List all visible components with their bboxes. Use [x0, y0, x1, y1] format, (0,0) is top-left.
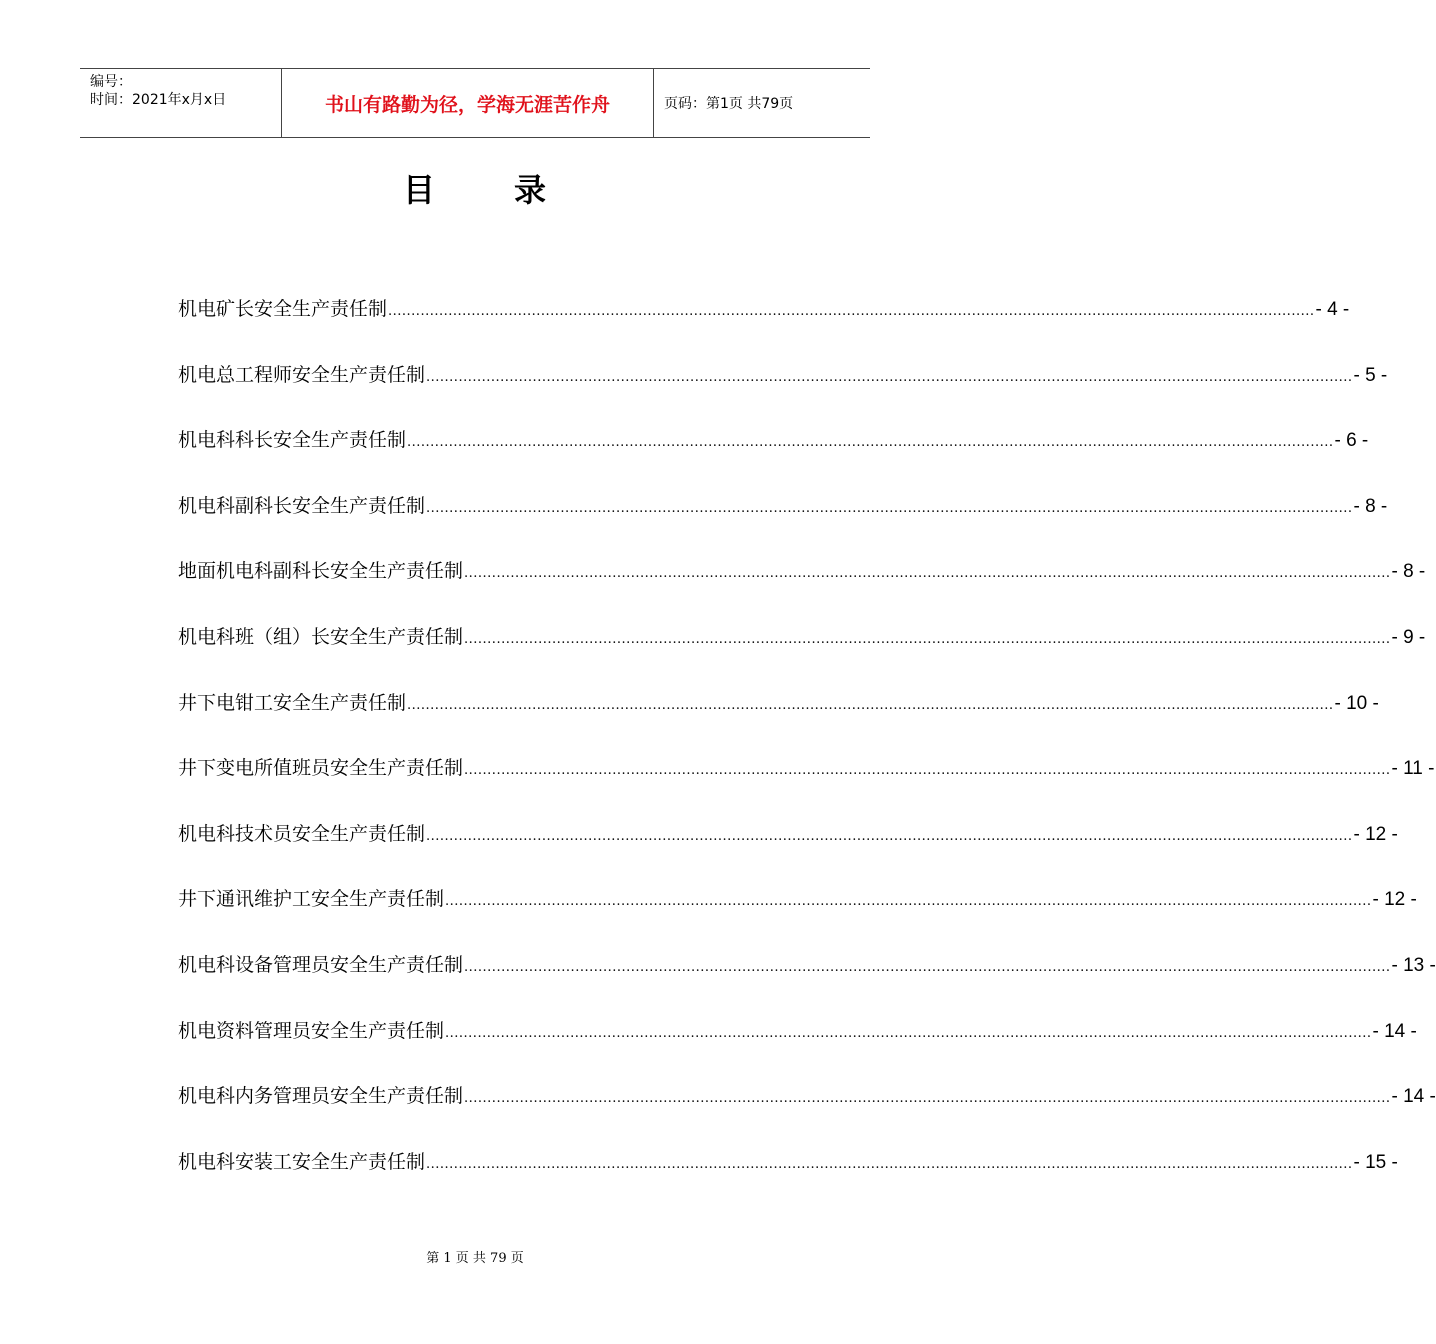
toc-entry-label: 机电科技术员安全生产责任制 [178, 822, 426, 845]
page-info-cell [654, 69, 870, 137]
toc-entry-page: - 4 - [1315, 299, 1350, 320]
toc-entry-page: - 13 - [1391, 954, 1436, 976]
toc-entry[interactable] [178, 1147, 1398, 1213]
toc-leader-dots: ........................................................................................................................................................................................................ [445, 1025, 1372, 1041]
toc-entry-label: 机电科设备管理员安全生产责任制 [178, 953, 464, 976]
toc-leader-dots: ........................................................................................................................................................................................................ [464, 1091, 1391, 1107]
toc-leader-dots: ........................................................................................................................................................................................................ [464, 566, 1391, 582]
toc-entry-label: 机电科班（组）长安全生产责任制 [178, 625, 464, 648]
toc-entry-label: 机电矿长安全生产责任制 [178, 298, 388, 320]
toc-leader-dots: ........................................................................................................................................................................................................ [426, 369, 1353, 385]
toc-leader-dots: ........................................................................................................................................................................................................ [407, 697, 1334, 713]
toc-entry[interactable] [178, 884, 1417, 950]
toc-title [0, 165, 950, 211]
toc-leader-dots: ........................................................................................................................................................................................................ [464, 763, 1391, 779]
toc-entry[interactable] [178, 753, 1435, 819]
toc-entry-label: 机电科科长安全生产责任制 [178, 429, 407, 452]
document-header [80, 68, 870, 138]
toc-entry-page: - 15 - [1353, 1151, 1398, 1173]
toc-entry-label: 机电科安装工安全生产责任制 [178, 1150, 426, 1173]
toc-entry[interactable] [178, 294, 1350, 360]
toc-entry-label: 机电科内务管理员安全生产责任制 [178, 1085, 464, 1108]
toc-entry[interactable] [178, 360, 1388, 426]
toc-entry-label: 井下通讯维护工安全生产责任制 [178, 888, 445, 911]
number-label: 编号： [90, 74, 132, 90]
toc-leader-dots: ........................................................................................................................................................................................................ [445, 894, 1372, 910]
toc-entry[interactable] [178, 1016, 1417, 1082]
page-info-text: 页码：第1页 共79页 [664, 96, 794, 112]
header-meta-cell [80, 69, 282, 137]
toc-entry-page: - 8 - [1353, 495, 1388, 517]
toc-entry-page: - 12 - [1353, 823, 1398, 845]
toc-entry-label: 机电总工程师安全生产责任制 [178, 363, 426, 386]
toc-leader-dots: ........................................................................................................................................................................................................ [426, 1156, 1353, 1172]
motto-text: 书山有路勤为径，学海无涯苦作舟 [324, 93, 610, 116]
toc-entry-page: - 12 - [1372, 889, 1417, 911]
toc-entry-label: 机电科副科长安全生产责任制 [178, 494, 426, 517]
toc-entry[interactable] [178, 950, 1436, 1016]
toc-leader-dots: ........................................................................................................................................................................................................ [426, 828, 1353, 844]
toc-entry-page: - 10 - [1334, 692, 1379, 714]
toc-entry-page: - 5 - [1353, 364, 1388, 386]
toc-entry[interactable] [178, 688, 1379, 754]
toc-entry[interactable] [178, 819, 1398, 885]
toc-entry-page: - 11 - [1391, 758, 1435, 780]
toc-entry-label: 地面机电科副科长安全生产责任制 [178, 560, 464, 583]
toc-list [178, 294, 1436, 1212]
toc-entry-page: - 6 - [1334, 430, 1369, 452]
toc-leader-dots: ........................................................................................................................................................................................................ [407, 435, 1334, 451]
toc-leader-dots: ........................................................................................................................................................................................................ [464, 959, 1391, 975]
toc-leader-dots: ........................................................................................................................................................................................................ [464, 631, 1391, 647]
toc-entry[interactable] [178, 622, 1426, 688]
toc-entry-label: 井下电钳工安全生产责任制 [178, 691, 407, 714]
toc-entry[interactable] [178, 1081, 1436, 1147]
page-footer: 第 1 页 共 79 页 [426, 1251, 524, 1266]
toc-title-char-2: 录 [514, 171, 548, 209]
toc-entry-page: - 14 - [1391, 1086, 1436, 1108]
toc-entry[interactable] [178, 491, 1388, 557]
toc-entry[interactable] [178, 425, 1369, 491]
toc-leader-dots: ........................................................................................................................................................................................................ [388, 304, 1315, 319]
date-label: 时间：2021年x月x日 [90, 92, 227, 108]
toc-entry-page: - 14 - [1372, 1020, 1417, 1042]
toc-entry-label: 井下变电所值班员安全生产责任制 [178, 757, 464, 780]
toc-entry[interactable] [178, 556, 1426, 622]
toc-leader-dots: ........................................................................................................................................................................................................ [426, 500, 1353, 516]
toc-entry-label: 机电资料管理员安全生产责任制 [178, 1019, 445, 1042]
motto-cell [282, 69, 654, 137]
toc-title-char-1: 目 [402, 171, 436, 209]
toc-entry-page: - 9 - [1391, 626, 1426, 648]
toc-entry-page: - 8 - [1391, 561, 1426, 583]
